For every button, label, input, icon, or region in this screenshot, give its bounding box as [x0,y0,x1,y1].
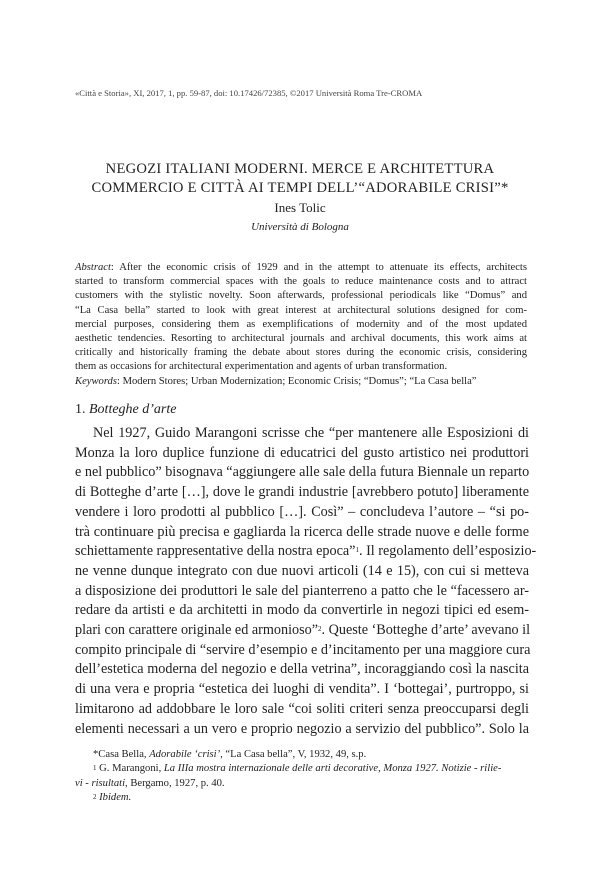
title-line-1: NEGOZI ITALIANI MODERNI. MERCE E ARCHITETTURA [105,161,495,177]
body-line: trà continuare più precisa e gagliarda la ricerca delle strade nuove e delle forme [75,523,529,540]
keywords-label: Keywords [75,375,117,387]
body-line: compito principale di “servire d’esempio e d’incitamento per una maggiore cura [75,641,531,658]
body-line: elementi necessari a un vero e proprio negozio a servizio del pubblico”. Solo la [75,720,529,737]
body-text [75,424,537,739]
abstract-line: “La Casa bella” started to look with great interest at architectural solutions designed for com- [75,304,527,316]
footnote-ref-2[interactable]: 2 [318,625,322,634]
article-title [0,160,600,197]
abstract-line: aesthetic tendencies. Resorting to architectural journals and archival documents, this work aims at [75,333,527,345]
abstract-line: them as occasions for architectural experimentation and agents of urban transformation. [75,361,448,373]
section-heading: 1. Botteghe d’arte [75,402,177,417]
abstract-line: started to transform commercial spaces with the goals to reduce maintenance costs and to attract [75,276,527,288]
footnote-1-continued: vi - risultati, Bergamo, 1927, p. 40. [75,777,225,789]
body-line: plari con carattere originale ed armonioso”$^2$. Queste ‘Botteghe d’arte’ avevano il [75,622,531,639]
body-line: e nel pubblico” bisognava “aggiungere alle sale della futura Biennale un reparto [75,464,530,481]
body-line: limitarono ad addobbare le loro sale “coi soliti criteri senza preoccuparsi degli [75,700,529,717]
journal-citation-header: «Città e Storia», XI, 2017, 1, pp. 59-87, doi: 10.17426/72385, ©2017 Università Roma Tre-CROMA [75,88,423,98]
body-line: schiettamente rappresentative della nostra epoca”$^1$. Il regolamento dell’esposizio- [75,543,537,560]
body-line: vendere i loro prodotti al pubblico […]. Così” – concludeva l’autore – “si po- [75,503,529,520]
author-name: Ines Tolic [274,200,326,215]
abstract [75,261,527,389]
abstract-line: customers with the stylistic novelty. Soon afterwards, professional periodicals like “Domus” and [75,290,527,302]
body-line: a disposizione dei produttori le sale del pianterreno a patto che le “facessero ar- [75,582,529,599]
footnote-mark: 1 [93,764,97,773]
body-line: Nel 1927, Guido Marangoni scrisse che “per mantenere alle Esposizioni di [93,425,529,441]
footnote-ref-1[interactable]: 1 [355,546,359,555]
abstract-line: critically and historically framing the debate about stores during the economic crisis, considering [75,347,527,359]
body-line: di una vera e propria “estetica dei luoghi di vendita”. I ‘bottegai’, purtroppo, si [75,681,529,698]
body-line: ne venne dunque integrato con due nuovi articoli (14 e 15), con cui si metteva [75,562,529,579]
abstract-line: Abstract: After the economic crisis of 1929 and in the attempt to attenuate its effects, architects [75,262,527,273]
abstract-label: Abstract [75,262,111,273]
footnote-2: $^2$ Ibidem. [93,791,132,803]
footnote-1: $^1$ G. Marangoni, La IIIa mostra internazionale delle arti decorative, Monza 1927. Notizie - rilie- [93,763,502,775]
section-title: Botteghe d’arte [89,402,177,417]
body-line: Monza la loro duplice funzione di educatrici del gusto artistico nei produttori [75,444,529,461]
keywords: Keywords: Modern Stores; Urban Modernization; Economic Crisis; “Domus”; “La Casa bella” [75,375,477,387]
footnote-star: *Casa Bella, Adorabile ‘crisi’, “La Casa bella”, V, 1932, 49, s.p. [93,749,367,760]
footnote-mark: 2 [93,792,97,801]
footnotes [75,748,529,805]
body-line: redare da artisti e da architetti in modo da convertirle in negozi tipici ed esem- [75,602,529,619]
body-line: dell’estetica moderna del negozio e della vetrina”, incoraggiando così la nascita [75,661,529,678]
title-line-2: COMMERCIO E CITTÀ AI TEMPI DELL’“ADORABILE CRISI”* [91,179,509,196]
body-line: di Botteghe d’arte […], dove le grandi industrie [avrebbero potuto] liberamente [75,484,529,501]
abstract-line: mercial purposes, considering them as exemplifications of modernity and of the most updated [75,318,527,330]
author-affiliation: Università di Bologna [251,221,349,233]
